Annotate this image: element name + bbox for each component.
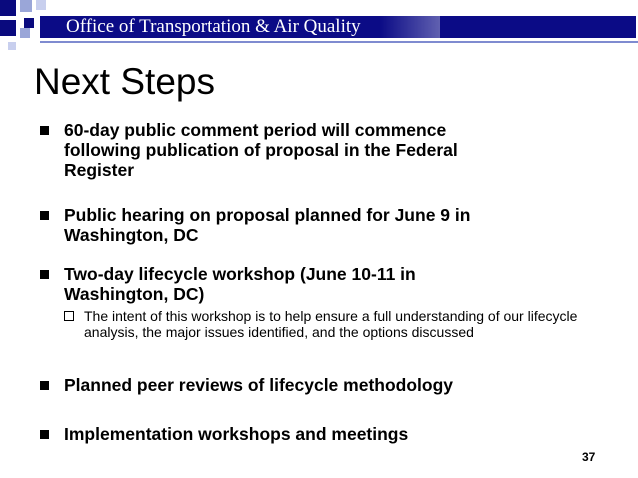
decor-square: [36, 0, 46, 10]
square-bullet-icon: [40, 381, 49, 390]
decor-square: [8, 42, 16, 50]
decor-square: [20, 0, 32, 12]
square-bullet-icon: [40, 270, 49, 279]
bullet-text: 60-day public comment period will commence following publication of proposal in the Federal Register: [64, 120, 458, 180]
square-bullet-icon: [40, 211, 49, 220]
bullet-text: Two-day lifecycle workshop (June 10-11 in Washington, DC): [64, 264, 416, 304]
office-title: Office of Transportation & Air Quality: [66, 16, 361, 37]
decor-square: [0, 20, 16, 36]
square-bullet-icon: [40, 126, 49, 135]
bullet-text: Public hearing on proposal planned for June 9 in Washington, DC: [64, 205, 471, 245]
sub-bullet-text: The intent of this workshop is to help ensure a full understanding of our lifecycle analysis, the major issues identified, and the options discussed: [84, 308, 578, 340]
decor-square: [20, 28, 30, 38]
hollow-square-bullet-icon: [64, 311, 74, 321]
bullet-item: [40, 205, 540, 245]
decor-square: [0, 0, 16, 16]
bullet-item: [40, 264, 480, 304]
page-number: 37: [582, 450, 596, 464]
bullet-text: Planned peer reviews of lifecycle methodology: [64, 375, 454, 395]
header-banner: [40, 16, 636, 38]
square-bullet-icon: [40, 430, 49, 439]
bullet-item: [40, 120, 520, 180]
header-rule: [40, 41, 638, 43]
banner-fade: [380, 16, 440, 38]
bullet-item: [40, 375, 560, 395]
bullet-item: [40, 424, 560, 444]
decor-square: [24, 18, 34, 28]
slide-title: Next Steps: [34, 61, 215, 102]
bullet-text: Implementation workshops and meetings: [64, 424, 409, 444]
sub-bullet-item: [64, 308, 584, 340]
